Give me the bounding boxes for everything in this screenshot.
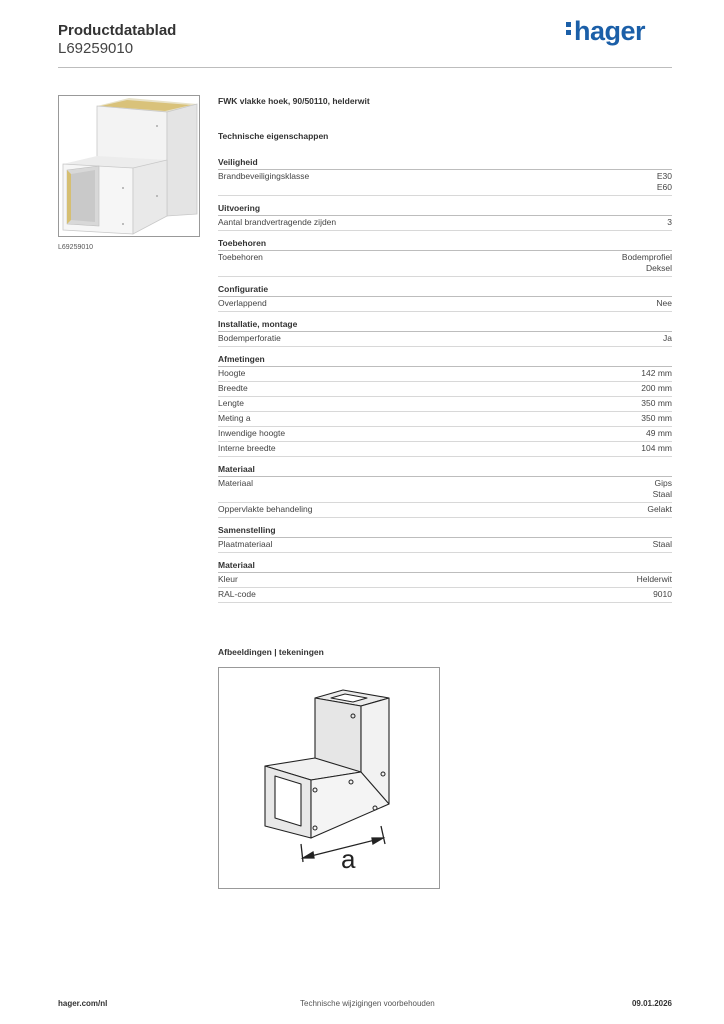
spec-group <box>218 558 672 603</box>
product-code: L69259010 <box>58 40 134 57</box>
spec-group <box>218 282 672 312</box>
spec-row <box>218 477 672 503</box>
spec-group <box>218 155 672 196</box>
spec-label: Inwendige hoogte <box>218 428 286 438</box>
spec-group-title: Configuratie <box>218 282 672 297</box>
technical-heading: Technische eigenschappen <box>218 131 329 141</box>
spec-label: Plaatmateriaal <box>218 539 273 549</box>
spec-group-title: Samenstelling <box>218 523 672 538</box>
spec-row <box>218 297 672 312</box>
spec-group-title: Materiaal <box>218 462 672 477</box>
spec-value <box>641 398 672 409</box>
technical-drawing-illustration <box>219 668 439 888</box>
spec-label: Oppervlakte behandeling <box>218 504 313 514</box>
spec-group-title: Toebehoren <box>218 236 672 251</box>
product-name: FWK vlakke hoek, 90/50110, helderwit <box>218 96 370 106</box>
spec-value-line: 200 mm <box>641 383 672 393</box>
footer-date: 09.01.2026 <box>631 999 672 1008</box>
spec-label: Lengte <box>218 398 244 408</box>
spec-row <box>218 427 672 442</box>
technical-drawing <box>218 667 440 889</box>
spec-value <box>647 504 672 515</box>
spec-value <box>637 574 672 585</box>
logo-dots-icon <box>566 19 571 38</box>
spec-value-line: 350 mm <box>641 398 672 408</box>
spec-value-line: Staal <box>652 489 672 499</box>
spec-group <box>218 523 672 553</box>
spec-value <box>663 333 672 344</box>
spec-label: RAL-code <box>218 589 256 599</box>
spec-value <box>653 539 672 550</box>
page-title: Productdatablad <box>58 22 177 39</box>
photo-caption: L69259010 <box>58 244 94 251</box>
spec-group-title: Materiaal <box>218 558 672 573</box>
spec-value-line: E60 <box>656 182 672 192</box>
drawings-heading: Afbeeldingen | tekeningen <box>218 647 324 657</box>
specifications-table <box>218 155 672 608</box>
spec-label: Toebehoren <box>218 252 263 262</box>
spec-row <box>218 442 672 457</box>
hager-logo <box>566 16 645 47</box>
spec-label: Kleur <box>218 574 238 584</box>
spec-row <box>218 503 672 518</box>
spec-value <box>657 171 672 193</box>
spec-label: Materiaal <box>218 478 253 488</box>
spec-value-line: Deksel <box>646 263 672 273</box>
spec-group <box>218 236 672 277</box>
logo-text: hager <box>574 16 646 46</box>
spec-label: Meting a <box>218 413 251 423</box>
spec-row <box>218 573 672 588</box>
header-divider <box>58 67 672 68</box>
spec-group <box>218 462 672 518</box>
spec-value-line: Ja <box>663 333 672 343</box>
spec-value <box>641 443 672 454</box>
spec-group <box>218 352 672 457</box>
spec-value-line: E30 <box>656 171 672 181</box>
spec-group-title: Veiligheid <box>218 155 672 170</box>
spec-value-line: Gelakt <box>647 504 672 514</box>
spec-value <box>667 217 672 228</box>
spec-row <box>218 382 672 397</box>
spec-group-title: Installatie, montage <box>218 317 672 332</box>
spec-value <box>641 383 672 394</box>
spec-row <box>218 170 672 196</box>
product-photo <box>58 95 200 237</box>
spec-row <box>218 332 672 347</box>
spec-label: Breedte <box>218 383 248 393</box>
spec-value <box>622 252 672 274</box>
dimension-label: a <box>341 844 356 874</box>
spec-label: Hoogte <box>218 368 246 378</box>
spec-value <box>653 589 672 600</box>
spec-value-line: Gips <box>654 478 672 488</box>
spec-group <box>218 317 672 347</box>
spec-value <box>653 478 672 500</box>
spec-value-line: 104 mm <box>641 443 672 453</box>
spec-group-title: Afmetingen <box>218 352 672 367</box>
spec-value-line: Helderwit <box>636 574 672 584</box>
spec-group <box>218 201 672 231</box>
spec-label: Brandbeveiligingsklasse <box>218 171 310 181</box>
spec-row <box>218 538 672 553</box>
spec-value <box>656 298 672 309</box>
spec-row <box>218 367 672 382</box>
spec-label: Aantal brandvertragende zijden <box>218 217 337 227</box>
spec-value <box>646 428 672 439</box>
spec-row <box>218 251 672 277</box>
spec-row <box>218 412 672 427</box>
spec-value-line: 49 mm <box>646 428 672 438</box>
spec-value-line: Bodemprofiel <box>621 252 672 262</box>
spec-label: Interne breedte <box>218 443 276 453</box>
spec-value <box>641 368 672 379</box>
spec-label: Bodemperforatie <box>218 333 281 343</box>
spec-label: Overlappend <box>218 298 267 308</box>
spec-value-line: 9010 <box>653 589 672 599</box>
spec-row <box>218 216 672 231</box>
spec-value-line: Staal <box>652 539 672 549</box>
spec-value-line: 142 mm <box>641 368 672 378</box>
footer-disclaimer: Technische wijzigingen voorbehouden <box>300 999 435 1008</box>
spec-value-line: 350 mm <box>641 413 672 423</box>
spec-row <box>218 397 672 412</box>
spec-value-line: Nee <box>656 298 672 308</box>
spec-group-title: Uitvoering <box>218 201 672 216</box>
spec-value-line: 3 <box>667 217 672 227</box>
product-photo-illustration <box>59 96 199 236</box>
footer-website: hager.com/nl <box>58 999 108 1008</box>
spec-value <box>641 413 672 424</box>
spec-row <box>218 588 672 603</box>
